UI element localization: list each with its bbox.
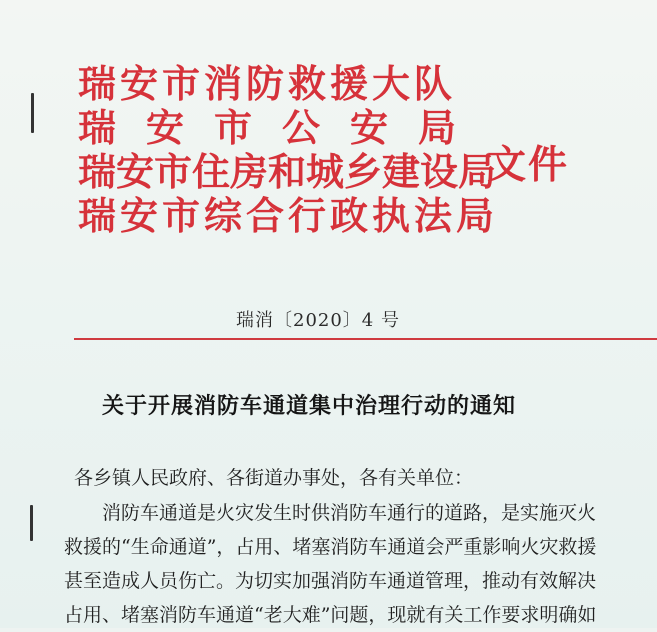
issuer-housing-construction: 瑞安市住房和城乡建设局 [78,150,497,194]
red-separator-line [74,338,657,340]
body-line: 占用、堵塞消防车通道“老大难”问题，现就有关工作要求明确如 [64,604,597,626]
file-label: 文件 [487,143,570,188]
binding-mark-top [31,93,34,133]
issuer-public-security: 瑞安市公安局 [78,106,487,150]
body-line: 消防车通道是火灾发生时供消防车通行的道路，是实施灭火 [102,502,597,524]
document-title: 关于开展消防车通道集中治理行动的通知 [102,394,517,419]
body-line: 甚至造成人员伤亡。为切实加强消防车通道管理，推动有效解决 [64,570,597,592]
salutation: 各乡镇人民政府、各街道办事处，各有关单位： [74,467,474,489]
document-number: 瑞消〔2020〕4 号 [236,310,400,331]
binding-mark-bottom [30,505,33,541]
body-line: 救援的“生命通道”，占用、堵塞消防车通道会严重影响火灾救援 [64,536,597,558]
issuing-authorities [78,62,499,238]
issuer-fire-rescue: 瑞安市消防救援大队 [78,62,457,106]
body-text [64,496,654,632]
issuer-law-enforcement: 瑞安市综合行政执法局 [78,194,499,238]
